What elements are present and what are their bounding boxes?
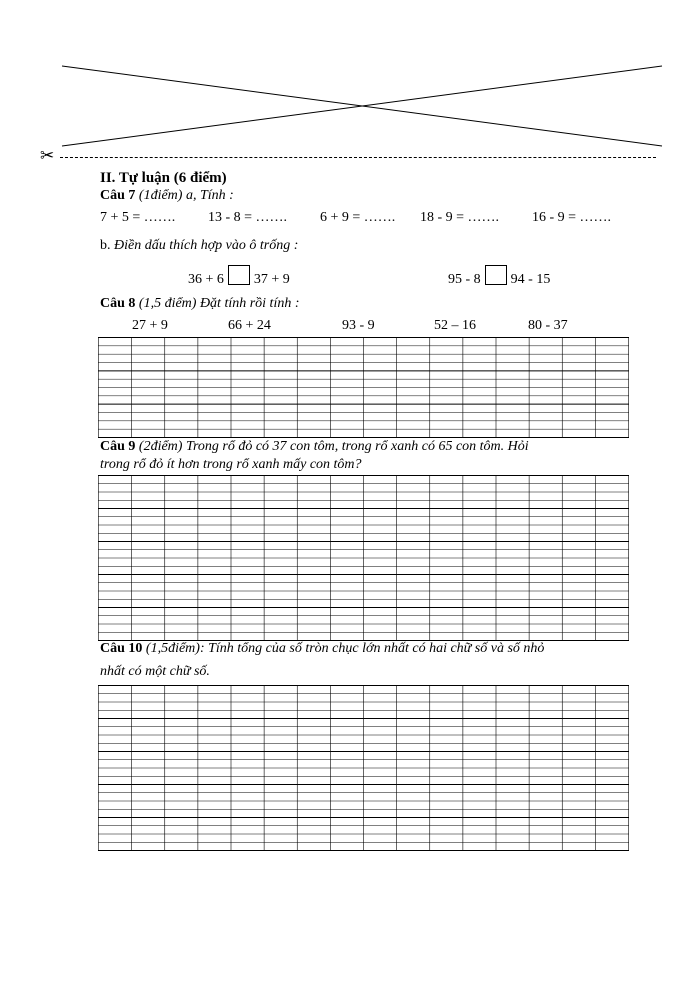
answer-box[interactable] [485, 265, 507, 285]
q8-item: 52 – 16 [434, 318, 476, 333]
compare-2 [448, 265, 550, 288]
q7-points: (1điểm) a, Tính : [138, 188, 234, 203]
writing-grid-q10[interactable] [98, 685, 629, 851]
q10-text-2: nhất có một chữ số. [100, 664, 210, 679]
q10-line-1 [100, 641, 544, 657]
compare-1 [188, 265, 290, 288]
q8-item: 80 - 37 [528, 318, 568, 333]
q7-item: 13 - 8 = ……. [208, 210, 288, 225]
writing-grid-q8[interactable] [98, 337, 629, 438]
q7-label: Câu 7 [100, 188, 136, 203]
q7-item: 7 + 5 = ……. [100, 210, 176, 225]
q9-line-1 [100, 439, 529, 455]
q7-b-line [100, 238, 298, 254]
q8-item: 27 + 9 [132, 318, 168, 333]
q8-item: 66 + 24 [228, 318, 271, 333]
q7-item: 6 + 9 = ……. [320, 210, 396, 225]
q7-header [100, 188, 234, 204]
q10-text: (1,5điểm): Tính tổng của số tròn chục lớn nhất có hai chữ số và số nhỏ [145, 641, 545, 656]
compare-2-left: 95 - 8 [448, 272, 481, 287]
q7-item: 16 - 9 = ……. [532, 210, 612, 225]
q7-item: 18 - 9 = ……. [420, 210, 500, 225]
q8-header [100, 296, 300, 312]
q9-label: Câu 9 [100, 439, 136, 454]
q9-text: (2điểm) Trong rổ đỏ có 37 con tôm, trong rổ xanh có 65 con tôm. Hỏi [138, 439, 529, 454]
q8-item: 93 - 9 [342, 318, 375, 333]
section-title: II. Tự luận (6 điểm) [100, 170, 227, 186]
compare-2-right: 94 - 15 [510, 272, 551, 287]
q10-label: Câu 10 [100, 641, 143, 656]
q9-text-2: trong rổ đỏ ít hơn trong rổ xanh mấy con tôm? [100, 457, 362, 472]
cut-line [60, 157, 656, 158]
q7-b-text: Điền dấu thích hợp vào ô trống : [114, 238, 299, 253]
crossed-out-area [0, 0, 694, 160]
answer-box[interactable] [228, 265, 250, 285]
scissors-icon: ✂ [40, 146, 55, 165]
q8-text: (1,5 điểm) Đặt tính rồi tính : [138, 296, 300, 311]
compare-1-right: 37 + 9 [253, 272, 290, 287]
compare-1-left: 36 + 6 [188, 272, 224, 287]
q7-b-label: b. [100, 238, 114, 253]
q8-label: Câu 8 [100, 296, 136, 311]
writing-grid-q9[interactable] [98, 475, 629, 641]
